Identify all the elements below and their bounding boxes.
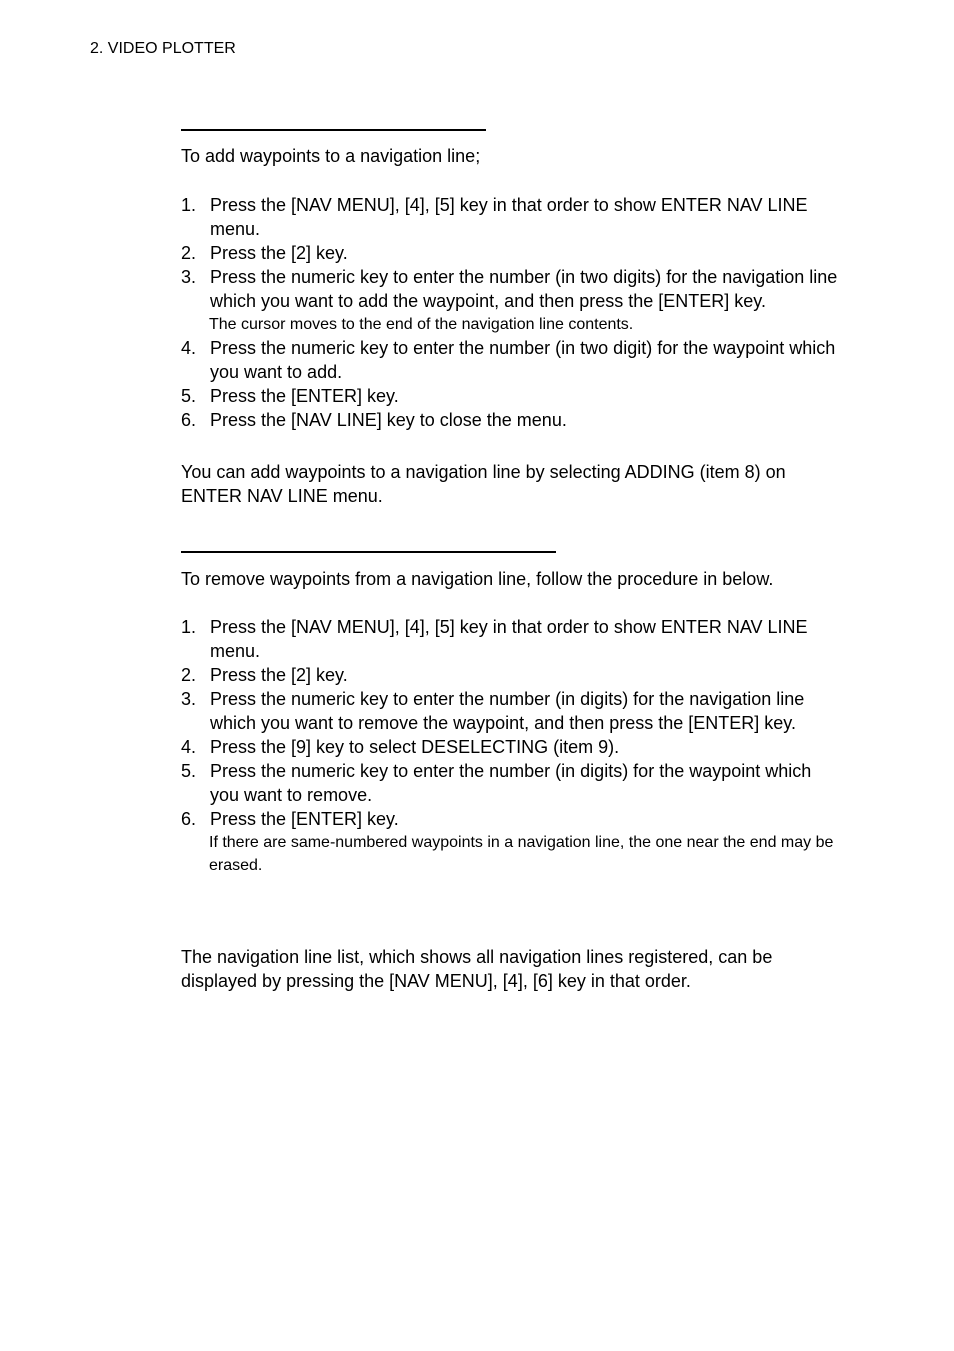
remove-steps (181, 615, 841, 877)
list-item: 1. Press the [NAV MENU], [4], [5] key in that order to show ENTER NAV LINE menu. (181, 195, 808, 239)
step-note: If there are same-numbered waypoints in a navigation line, the one near the end may be erased. (209, 834, 834, 874)
list-item: 5. Press the [ENTER] key. (181, 386, 399, 406)
list-item: 2. Press the [2] key. (181, 243, 348, 263)
add-steps (181, 193, 841, 432)
nav-line-list-text: The navigation line list, which shows all navigation lines registered, can be displayed by pressing the [NAV MENU], [4], [6] key in that order. (181, 947, 773, 991)
add-intro: To add waypoints to a navigation line; (181, 146, 481, 166)
list-item: 1. Press the [NAV MENU], [4], [5] key in that order to show ENTER NAV LINE menu. (181, 617, 808, 661)
heading-rule-remove (181, 551, 556, 553)
list-item: 5. Press the numeric key to enter the number (in digits) for the waypoint which you want to remove. (181, 761, 812, 805)
remove-intro: To remove waypoints from a navigation line, follow the procedure in below. (181, 569, 774, 589)
heading-rule-add (181, 129, 486, 131)
running-header: 2. VIDEO PLOTTER (90, 40, 236, 57)
list-item: 4. Press the numeric key to enter the number (in two digit) for the waypoint which you want to add. (181, 338, 836, 382)
list-item: 4. Press the [9] key to select DESELECTING (item 9). (181, 737, 620, 757)
step-note: The cursor moves to the end of the navigation line contents. (209, 316, 634, 333)
list-item: 3. Press the numeric key to enter the number (in digits) for the navigation line which you want to remove the waypoint, and then press the [ENTER] key. (181, 689, 805, 733)
add-outro: You can add waypoints to a navigation line by selecting ADDING (item 8) on ENTER NAV LINE menu. (181, 462, 786, 506)
list-item: 3. Press the numeric key to enter the number (in two digits) for the navigation line which you want to add the waypoint, and then press the [ENTER] key. The cursor moves to the end of the navigation line contents. (181, 265, 841, 336)
list-item: 2. Press the [2] key. (181, 665, 348, 685)
list-item: 6. Press the [ENTER] key. If there are same-numbered waypoints in a navigation line, the one near the end may be erased. (181, 807, 841, 877)
list-item: 6. Press the [NAV LINE] key to close the menu. (181, 410, 567, 430)
